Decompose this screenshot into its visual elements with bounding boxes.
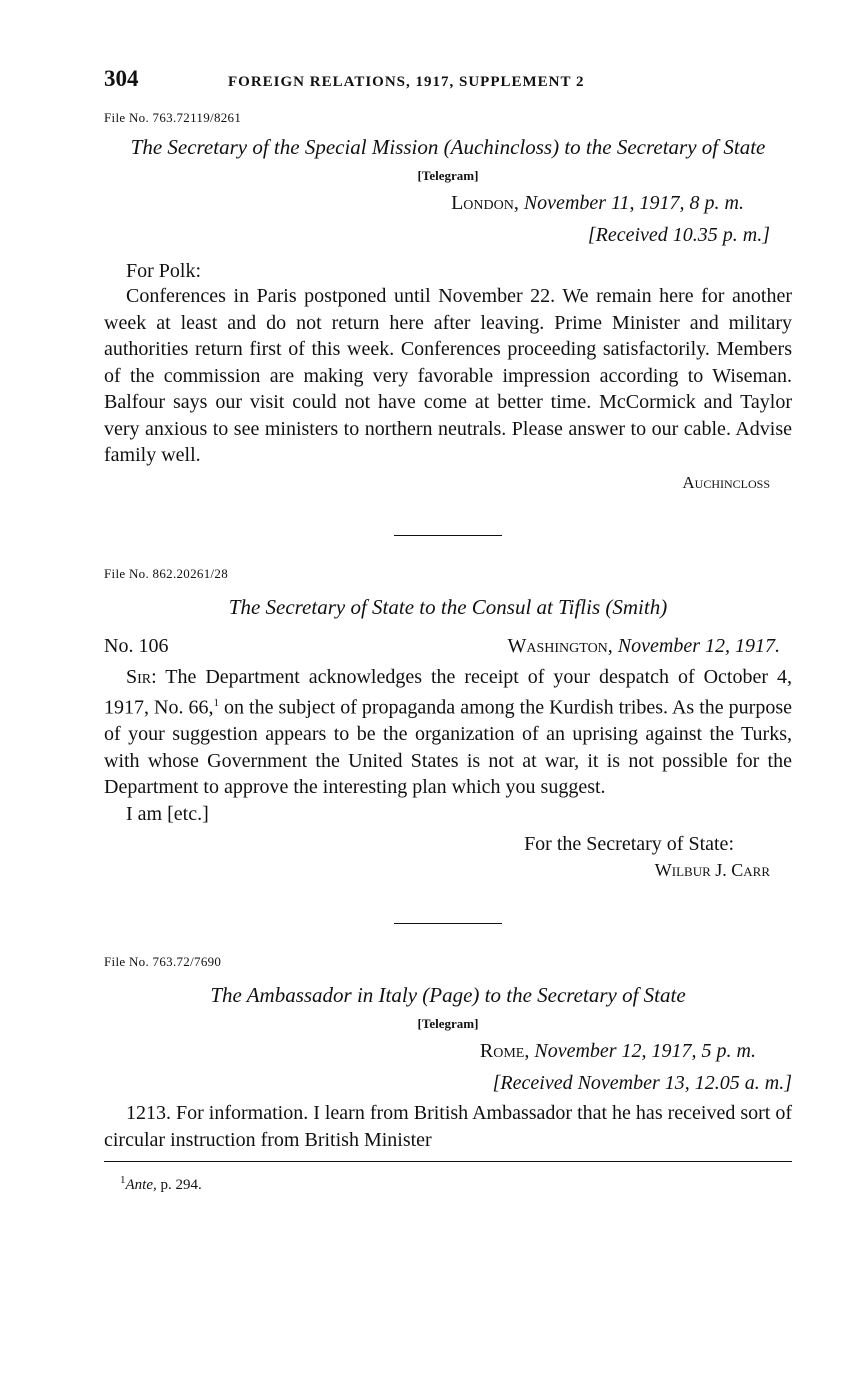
dateline-place: London,	[451, 192, 519, 214]
for-line: For the Secretary of State:	[524, 833, 734, 856]
file-number: File No. 862.20261/28	[104, 565, 229, 581]
file-number: File No. 763.72/7690	[104, 954, 222, 970]
dateline	[104, 1038, 792, 1064]
document-carr	[104, 566, 792, 882]
document-title: The Secretary of the Special Mission (Auchincloss) to the Secretary of State	[130, 135, 766, 159]
page	[104, 66, 792, 1194]
dateline-date: November 12, 1917, 5 p. m.	[534, 1040, 756, 1063]
dateline-date: November 11, 1917, 8 p. m.	[523, 192, 744, 214]
body-text-a: The Department acknowledges the receipt of your despatch of October 4, 1917, No. 66,	[104, 665, 792, 719]
telegram-tag: [Telegram]	[417, 1016, 479, 1032]
section-divider	[394, 535, 502, 536]
footnote-ref: Ante,	[125, 1177, 157, 1194]
page-header	[104, 66, 792, 102]
body-paragraph: 1213. For information. I learn from British Ambassador that he has received sort of circular instruction from British Minister	[104, 1102, 792, 1151]
section-divider	[394, 923, 502, 924]
salutation-sir: Sir:	[126, 665, 157, 688]
telegram-tag: [Telegram]	[417, 168, 479, 183]
dateline-place: Rome,	[479, 1040, 530, 1063]
document-body	[104, 283, 792, 469]
file-number: File No. 763.72119/8261	[104, 110, 242, 125]
document-title: The Ambassador in Italy (Page) to the Secretary of State	[210, 983, 686, 1008]
document-body	[104, 664, 792, 828]
body-text-b: on the subject of propaganda among the Kurdish tribes. As the purpose of your suggestion appears to be the organization of an uprising against the Turks, with whose Government the United States is not at war, it is not possible for the Department to approve the interesting plan which you suggest.	[104, 696, 792, 799]
signature: Auchincloss	[682, 472, 770, 492]
document-body	[104, 1100, 792, 1153]
dateline-date: November 12, 1917.	[617, 634, 780, 657]
footnote-mark: 1	[213, 697, 219, 709]
footnote-divider	[104, 1161, 792, 1162]
salutation: For Polk:	[126, 260, 202, 282]
dateline	[104, 190, 792, 216]
page-number: 304	[104, 66, 139, 91]
footnote	[104, 1174, 792, 1194]
received-line: [Received 10.35 p. m.]	[587, 224, 770, 246]
document-title: The Secretary of State to the Consul at Tiflis (Smith)	[228, 594, 668, 619]
body-paragraph	[104, 664, 792, 801]
document-page	[104, 954, 792, 1153]
signature: Wilbur J. Carr	[654, 860, 770, 881]
running-title: FOREIGN RELATIONS, 1917, SUPPLEMENT 2	[228, 74, 585, 90]
despatch-number: No. 106	[104, 634, 169, 657]
number-dateline	[104, 635, 792, 658]
closing-line: I am [etc.]	[126, 802, 209, 825]
body-paragraph: Conferences in Paris postponed until November 22. We remain here for another week at least and do not return here after leaving. Prime Minister and military authorities return first of this week. Conferences proceeding satisfactorily. Members of the commission are making very favorable impression according to Wiseman. Balfour says our visit could not have come at better time. McCormick and Taylor very anxious to see ministers to northern neutrals. Please answer to our cable. Advise family well.	[104, 285, 792, 466]
document-auchincloss	[104, 110, 792, 493]
footnote-mark: 1	[120, 1174, 126, 1187]
footnote-page: p. 294.	[160, 1177, 202, 1194]
received-line: [Received November 13, 12.05 a. m.]	[492, 1072, 792, 1095]
dateline-place: Washington,	[507, 634, 613, 657]
